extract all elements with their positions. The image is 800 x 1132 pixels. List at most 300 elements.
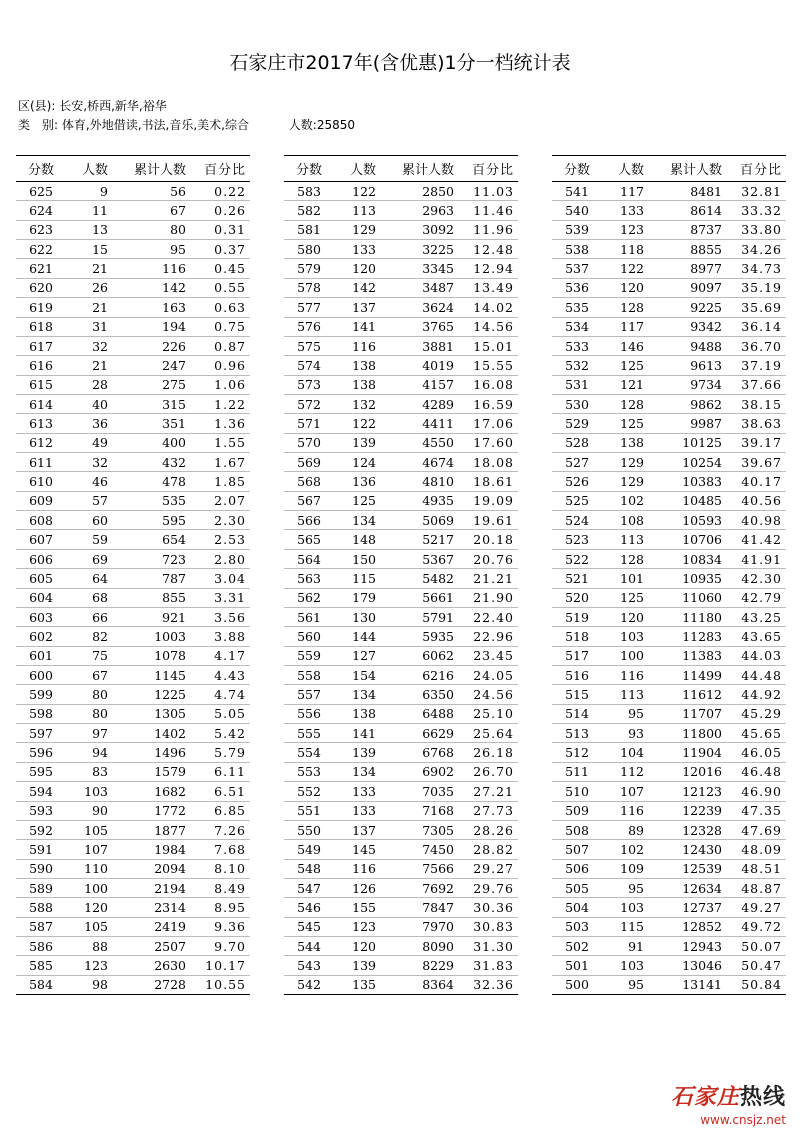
cell-percent: 2.80 (192, 549, 250, 568)
cell-score: 604 (16, 588, 66, 607)
cell-count: 135 (334, 975, 382, 994)
cell-count: 136 (334, 472, 382, 491)
cell-cumulative: 10125 (650, 433, 728, 452)
cell-score: 560 (284, 627, 334, 646)
table-row (284, 975, 518, 994)
cell-count: 102 (602, 840, 650, 859)
cell-cumulative: 12852 (650, 917, 728, 936)
table-row (552, 298, 786, 317)
cell-count: 64 (66, 569, 114, 588)
cell-percent: 44.03 (728, 646, 786, 665)
table-row (16, 511, 250, 530)
table-row (552, 491, 786, 510)
cell-score: 535 (552, 298, 602, 317)
cell-percent: 0.45 (192, 259, 250, 278)
cell-count: 118 (602, 240, 650, 259)
cell-cumulative: 1225 (114, 685, 192, 704)
table-row (16, 801, 250, 820)
cell-cumulative: 12430 (650, 840, 728, 859)
cell-percent: 38.15 (728, 394, 786, 413)
table-row (552, 801, 786, 820)
table-row (552, 356, 786, 375)
cell-count: 155 (334, 898, 382, 917)
table-row (552, 472, 786, 491)
cell-score: 573 (284, 375, 334, 394)
cell-count: 126 (334, 878, 382, 897)
table-row (284, 704, 518, 723)
cell-count: 115 (334, 569, 382, 588)
table-row (284, 607, 518, 626)
cell-score: 530 (552, 394, 602, 413)
cell-count: 89 (602, 820, 650, 839)
table-row (552, 240, 786, 259)
table-row (16, 646, 250, 665)
cell-score: 538 (552, 240, 602, 259)
cell-count: 46 (66, 472, 114, 491)
cell-percent: 35.19 (728, 278, 786, 297)
cell-score: 525 (552, 491, 602, 510)
table-row (16, 356, 250, 375)
cell-score: 510 (552, 782, 602, 801)
cell-cumulative: 95 (114, 240, 192, 259)
cell-count: 113 (602, 530, 650, 549)
cell-count: 95 (602, 704, 650, 723)
cell-score: 504 (552, 898, 602, 917)
cell-score: 570 (284, 433, 334, 452)
cell-count: 144 (334, 627, 382, 646)
header-percent: 百分比 (460, 156, 518, 182)
cell-percent: 18.61 (460, 472, 518, 491)
cell-percent: 17.06 (460, 414, 518, 433)
cell-percent: 0.26 (192, 201, 250, 220)
cell-score: 567 (284, 491, 334, 510)
cell-cumulative: 12634 (650, 878, 728, 897)
table-row (16, 182, 250, 201)
cell-cumulative: 11383 (650, 646, 728, 665)
cell-cumulative: 5367 (382, 549, 460, 568)
table-row (552, 414, 786, 433)
cell-score: 505 (552, 878, 602, 897)
header-count: 人数 (334, 156, 382, 182)
cell-cumulative: 654 (114, 530, 192, 549)
cell-count: 116 (334, 336, 382, 355)
cell-score: 561 (284, 607, 334, 626)
cell-cumulative: 12328 (650, 820, 728, 839)
cell-count: 146 (602, 336, 650, 355)
cell-percent: 42.79 (728, 588, 786, 607)
watermark-logo (671, 1080, 786, 1111)
cell-percent: 50.07 (728, 937, 786, 956)
cell-count: 123 (334, 917, 382, 936)
cell-count: 57 (66, 491, 114, 510)
cell-percent: 11.46 (460, 201, 518, 220)
category-label: 类 别: (18, 118, 59, 132)
cell-percent: 21.21 (460, 569, 518, 588)
cell-cumulative: 11904 (650, 743, 728, 762)
cell-percent: 39.17 (728, 433, 786, 452)
cell-count: 9 (66, 182, 114, 201)
cell-cumulative: 10935 (650, 569, 728, 588)
cell-score: 546 (284, 898, 334, 917)
cell-cumulative: 142 (114, 278, 192, 297)
table-row (552, 975, 786, 994)
table-row (552, 433, 786, 452)
cell-score: 566 (284, 511, 334, 530)
cell-count: 133 (334, 240, 382, 259)
cell-cumulative: 9342 (650, 317, 728, 336)
cell-count: 36 (66, 414, 114, 433)
cell-count: 134 (334, 685, 382, 704)
table-row (16, 569, 250, 588)
table-row (284, 956, 518, 975)
cell-score: 569 (284, 453, 334, 472)
table-row (552, 278, 786, 297)
cell-score: 612 (16, 433, 66, 452)
cell-score: 540 (552, 201, 602, 220)
cell-count: 100 (602, 646, 650, 665)
cell-score: 616 (16, 356, 66, 375)
cell-score: 603 (16, 607, 66, 626)
cell-count: 94 (66, 743, 114, 762)
cell-percent: 0.37 (192, 240, 250, 259)
cell-cumulative: 9488 (650, 336, 728, 355)
cell-score: 579 (284, 259, 334, 278)
cell-percent: 0.55 (192, 278, 250, 297)
header-score: 分数 (284, 156, 334, 182)
cell-percent: 37.19 (728, 356, 786, 375)
cell-score: 597 (16, 724, 66, 743)
cell-percent: 43.25 (728, 607, 786, 626)
cell-percent: 25.10 (460, 704, 518, 723)
cell-cumulative: 5791 (382, 607, 460, 626)
cell-percent: 3.88 (192, 627, 250, 646)
cell-cumulative: 67 (114, 201, 192, 220)
cell-count: 142 (334, 278, 382, 297)
cell-score: 614 (16, 394, 66, 413)
cell-cumulative: 11060 (650, 588, 728, 607)
cell-percent: 38.63 (728, 414, 786, 433)
cell-cumulative: 11180 (650, 607, 728, 626)
cell-count: 112 (602, 762, 650, 781)
cell-score: 556 (284, 704, 334, 723)
cell-score: 572 (284, 394, 334, 413)
cell-cumulative: 1984 (114, 840, 192, 859)
cell-count: 134 (334, 511, 382, 530)
cell-percent: 48.87 (728, 878, 786, 897)
cell-count: 120 (334, 259, 382, 278)
cell-count: 31 (66, 317, 114, 336)
table-row (284, 530, 518, 549)
cell-score: 620 (16, 278, 66, 297)
cell-count: 105 (66, 917, 114, 936)
cell-percent: 26.70 (460, 762, 518, 781)
cell-percent: 11.96 (460, 220, 518, 239)
cell-count: 117 (602, 317, 650, 336)
cell-score: 520 (552, 588, 602, 607)
table-row (552, 201, 786, 220)
cell-cumulative: 535 (114, 491, 192, 510)
cell-score: 590 (16, 859, 66, 878)
cell-count: 125 (334, 491, 382, 510)
cell-percent: 23.45 (460, 646, 518, 665)
cell-cumulative: 56 (114, 182, 192, 201)
watermark-logo-script: 石家庄 (670, 1084, 740, 1110)
cell-score: 611 (16, 453, 66, 472)
cell-cumulative: 6216 (382, 665, 460, 684)
cell-score: 617 (16, 336, 66, 355)
cell-cumulative: 3881 (382, 336, 460, 355)
cell-cumulative: 12239 (650, 801, 728, 820)
cell-score: 516 (552, 665, 602, 684)
cell-cumulative: 3225 (382, 240, 460, 259)
header-cumulative: 累计人数 (114, 156, 192, 182)
cell-cumulative: 7305 (382, 820, 460, 839)
cell-score: 584 (16, 975, 66, 994)
cell-count: 128 (602, 298, 650, 317)
cell-score: 553 (284, 762, 334, 781)
cell-percent: 48.51 (728, 859, 786, 878)
cell-count: 138 (334, 375, 382, 394)
cell-cumulative: 921 (114, 607, 192, 626)
cell-count: 150 (334, 549, 382, 568)
cell-score: 551 (284, 801, 334, 820)
cell-cumulative: 5482 (382, 569, 460, 588)
cell-percent: 42.30 (728, 569, 786, 588)
header-percent: 百分比 (192, 156, 250, 182)
cell-count: 117 (602, 182, 650, 201)
cell-score: 547 (284, 878, 334, 897)
cell-count: 105 (66, 820, 114, 839)
cell-percent: 15.01 (460, 336, 518, 355)
cell-percent: 30.36 (460, 898, 518, 917)
cell-count: 103 (66, 782, 114, 801)
cell-count: 32 (66, 336, 114, 355)
cell-score: 559 (284, 646, 334, 665)
table-row (284, 298, 518, 317)
cell-percent: 16.59 (460, 394, 518, 413)
cell-cumulative: 12943 (650, 937, 728, 956)
cell-score: 621 (16, 259, 66, 278)
cell-count: 101 (602, 569, 650, 588)
cell-cumulative: 351 (114, 414, 192, 433)
cell-count: 21 (66, 259, 114, 278)
cell-count: 139 (334, 956, 382, 975)
cell-percent: 19.09 (460, 491, 518, 510)
cell-count: 138 (334, 356, 382, 375)
cell-cumulative: 6902 (382, 762, 460, 781)
cell-count: 82 (66, 627, 114, 646)
cell-percent: 20.76 (460, 549, 518, 568)
cell-cumulative: 8481 (650, 182, 728, 201)
cell-score: 527 (552, 453, 602, 472)
cell-percent: 14.02 (460, 298, 518, 317)
table-row (552, 530, 786, 549)
table-row (16, 782, 250, 801)
cell-score: 582 (284, 201, 334, 220)
table-row (16, 627, 250, 646)
cell-score: 610 (16, 472, 66, 491)
cell-count: 32 (66, 453, 114, 472)
cell-percent: 31.83 (460, 956, 518, 975)
cell-score: 555 (284, 724, 334, 743)
cell-score: 528 (552, 433, 602, 452)
cell-percent: 15.55 (460, 356, 518, 375)
cell-percent: 12.48 (460, 240, 518, 259)
cell-cumulative: 11707 (650, 704, 728, 723)
cell-percent: 1.85 (192, 472, 250, 491)
cell-score: 564 (284, 549, 334, 568)
cell-cumulative: 3345 (382, 259, 460, 278)
table-row (284, 685, 518, 704)
cell-score: 533 (552, 336, 602, 355)
cell-percent: 12.94 (460, 259, 518, 278)
cell-count: 120 (334, 937, 382, 956)
cell-count: 127 (334, 646, 382, 665)
cell-cumulative: 12016 (650, 762, 728, 781)
table-row (16, 317, 250, 336)
cell-cumulative: 6768 (382, 743, 460, 762)
cell-count: 154 (334, 665, 382, 684)
cell-cumulative: 163 (114, 298, 192, 317)
table-row (16, 859, 250, 878)
cell-percent: 8.10 (192, 859, 250, 878)
cell-percent: 1.36 (192, 414, 250, 433)
table-row (284, 201, 518, 220)
cell-cumulative: 12737 (650, 898, 728, 917)
cell-cumulative: 11283 (650, 627, 728, 646)
table-row (16, 917, 250, 936)
cell-percent: 41.91 (728, 549, 786, 568)
cell-count: 134 (334, 762, 382, 781)
cell-score: 599 (16, 685, 66, 704)
cell-percent: 1.22 (192, 394, 250, 413)
cell-percent: 0.96 (192, 356, 250, 375)
cell-count: 67 (66, 665, 114, 684)
cell-count: 122 (334, 414, 382, 433)
district-line (18, 97, 167, 114)
cell-cumulative: 116 (114, 259, 192, 278)
cell-score: 537 (552, 259, 602, 278)
table-row (284, 878, 518, 897)
cell-cumulative: 10383 (650, 472, 728, 491)
cell-count: 103 (602, 898, 650, 917)
table-row (552, 898, 786, 917)
cell-cumulative: 7168 (382, 801, 460, 820)
cell-percent: 45.29 (728, 704, 786, 723)
table-row (284, 820, 518, 839)
cell-percent: 31.30 (460, 937, 518, 956)
cell-count: 40 (66, 394, 114, 413)
table-row (284, 937, 518, 956)
cell-count: 129 (602, 472, 650, 491)
table-row (552, 917, 786, 936)
cell-score: 539 (552, 220, 602, 239)
table-row (284, 762, 518, 781)
cell-cumulative: 1078 (114, 646, 192, 665)
cell-count: 28 (66, 375, 114, 394)
cell-cumulative: 7970 (382, 917, 460, 936)
cell-count: 125 (602, 588, 650, 607)
cell-score: 550 (284, 820, 334, 839)
cell-cumulative: 1003 (114, 627, 192, 646)
cell-count: 97 (66, 724, 114, 743)
cell-score: 508 (552, 820, 602, 839)
cell-cumulative: 1305 (114, 704, 192, 723)
cell-count: 91 (602, 937, 650, 956)
cell-count: 104 (602, 743, 650, 762)
district-value: 长安,桥西,新华,裕华 (59, 99, 167, 113)
cell-score: 613 (16, 414, 66, 433)
cell-cumulative: 478 (114, 472, 192, 491)
cell-percent: 6.51 (192, 782, 250, 801)
cell-cumulative: 2963 (382, 201, 460, 220)
cell-percent: 39.67 (728, 453, 786, 472)
table-row (284, 472, 518, 491)
cell-count: 98 (66, 975, 114, 994)
cell-score: 594 (16, 782, 66, 801)
cell-cumulative: 5661 (382, 588, 460, 607)
table-row (284, 627, 518, 646)
cell-cumulative: 1579 (114, 762, 192, 781)
table-row (552, 937, 786, 956)
table-row (16, 220, 250, 239)
cell-percent: 29.27 (460, 859, 518, 878)
cell-cumulative: 2419 (114, 917, 192, 936)
table-row (552, 762, 786, 781)
cell-score: 562 (284, 588, 334, 607)
cell-cumulative: 8855 (650, 240, 728, 259)
cell-count: 107 (66, 840, 114, 859)
cell-percent: 16.08 (460, 375, 518, 394)
cell-percent: 5.79 (192, 743, 250, 762)
cell-count: 107 (602, 782, 650, 801)
table-row (16, 259, 250, 278)
cell-percent: 28.82 (460, 840, 518, 859)
cell-score: 524 (552, 511, 602, 530)
cell-score: 589 (16, 878, 66, 897)
cell-score: 517 (552, 646, 602, 665)
cell-count: 60 (66, 511, 114, 530)
cell-percent: 0.63 (192, 298, 250, 317)
cell-cumulative: 11612 (650, 685, 728, 704)
cell-score: 601 (16, 646, 66, 665)
header-percent: 百分比 (728, 156, 786, 182)
cell-count: 115 (602, 917, 650, 936)
cell-score: 529 (552, 414, 602, 433)
cell-cumulative: 10254 (650, 453, 728, 472)
cell-percent: 1.67 (192, 453, 250, 472)
cell-percent: 7.68 (192, 840, 250, 859)
cell-score: 619 (16, 298, 66, 317)
cell-cumulative: 2850 (382, 182, 460, 201)
cell-score: 624 (16, 201, 66, 220)
cell-cumulative: 1682 (114, 782, 192, 801)
table-row (284, 453, 518, 472)
table-row (552, 453, 786, 472)
cell-count: 179 (334, 588, 382, 607)
header-count: 人数 (602, 156, 650, 182)
cell-percent: 36.14 (728, 317, 786, 336)
cell-percent: 4.17 (192, 646, 250, 665)
table-header-row (552, 156, 786, 182)
cell-percent: 0.87 (192, 336, 250, 355)
cell-cumulative: 2507 (114, 937, 192, 956)
table-row (284, 317, 518, 336)
cell-count: 68 (66, 588, 114, 607)
cell-percent: 3.56 (192, 607, 250, 626)
table-row (284, 782, 518, 801)
cell-count: 102 (602, 491, 650, 510)
